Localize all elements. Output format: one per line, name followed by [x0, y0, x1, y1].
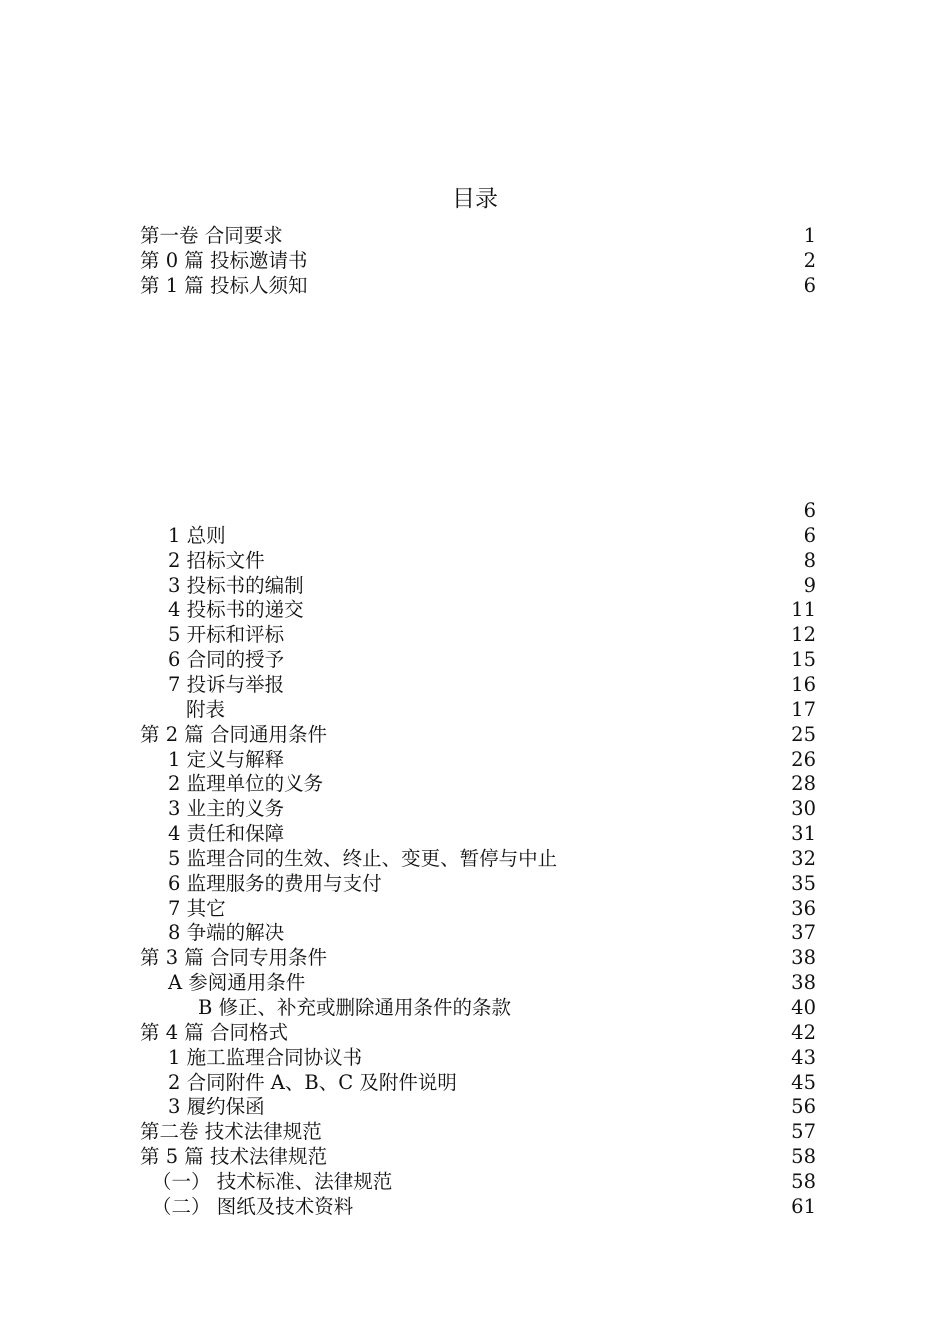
toc-entry-page: 6: [803, 499, 816, 522]
toc-entry-text: 第 5 篇 技术法律规范: [140, 1145, 328, 1169]
toc-entry-text: 第二卷 技术法律规范: [140, 1120, 322, 1144]
toc-entry-page: 17: [791, 697, 816, 721]
toc-entry-page: 25: [791, 722, 816, 746]
toc-entry[interactable]: [140, 921, 816, 946]
toc-entry-page: 43: [791, 1045, 816, 1069]
toc-entry-text: 3 履约保函: [168, 1095, 265, 1119]
toc-entry-page: 15: [791, 648, 816, 672]
toc-entry-text: 1 施工监理合同协议书: [168, 1045, 363, 1069]
toc-entry[interactable]: [140, 598, 816, 623]
toc-entry-page: 28: [791, 772, 816, 796]
toc-entry[interactable]: [140, 847, 816, 872]
toc-entry-page: 6: [803, 523, 816, 547]
toc-entry-text: 附表: [186, 697, 226, 721]
toc-entry[interactable]: [140, 648, 816, 673]
toc-entry[interactable]: [140, 1195, 816, 1220]
toc-entry-text: 1 定义与解释: [168, 747, 285, 771]
toc-entry-page: 42: [791, 1020, 816, 1044]
toc-entry-page: 31: [791, 822, 816, 846]
toc-entry[interactable]: [140, 872, 816, 897]
toc-entry-text: 2 监理单位的义务: [168, 772, 324, 796]
toc-entry-page: 37: [791, 921, 816, 945]
toc-entry-text: 2 合同附件 A、B、C 及附件说明: [168, 1070, 457, 1094]
toc-entry-text: 4 投标书的递交: [168, 598, 304, 622]
toc-entry-page: 30: [791, 797, 816, 821]
toc-entry-page: 8: [803, 548, 816, 572]
toc-entry[interactable]: [140, 748, 816, 773]
toc-entry-page: 1: [803, 224, 816, 247]
toc-entry[interactable]: [140, 897, 816, 922]
toc-entry-page: 58: [791, 1169, 816, 1193]
toc-entry[interactable]: [140, 1095, 816, 1120]
toc-entry-text: （一） 技术标准、法律规范: [152, 1169, 393, 1193]
toc-entry-text: 4 责任和保障: [168, 822, 285, 846]
toc-entry-page: 32: [791, 846, 816, 870]
toc-entry[interactable]: [140, 1145, 816, 1170]
toc-entry-text: 2 招标文件: [168, 548, 265, 572]
toc-entry[interactable]: [140, 499, 816, 524]
toc-entry-text: 第 4 篇 合同格式: [140, 1020, 289, 1044]
toc-entry-text: 8 争端的解决: [168, 921, 285, 945]
toc-entry[interactable]: [140, 623, 816, 648]
toc-entry[interactable]: [140, 698, 816, 723]
toc-entry[interactable]: [140, 946, 816, 971]
toc-entry-page: 16: [791, 672, 816, 696]
toc-entry-text: 7 投诉与举报: [168, 672, 285, 696]
toc-entry-text: （二） 图纸及技术资料: [152, 1194, 354, 1218]
toc-entry-page: 45: [791, 1070, 816, 1094]
toc-entry[interactable]: [140, 524, 816, 549]
toc-entry-page: 38: [791, 946, 816, 970]
toc-entry-text: 6 监理服务的费用与支付: [168, 871, 382, 895]
toc-entry-text: 3 投标书的编制: [168, 573, 304, 597]
toc-entry[interactable]: [140, 249, 816, 274]
toc-entry[interactable]: [140, 723, 816, 748]
toc-entry[interactable]: [140, 224, 816, 249]
toc-entry[interactable]: [140, 797, 816, 822]
toc-entry[interactable]: [140, 549, 816, 574]
toc-entry-text: 5 监理合同的生效、终止、变更、暂停与中止: [168, 846, 558, 870]
toc-entry-text: 3 业主的义务: [168, 797, 285, 821]
toc-entry-text: 5 开标和评标: [168, 623, 285, 647]
toc-entry-text: 7 其它: [168, 896, 226, 920]
toc-entry-page: 36: [791, 896, 816, 920]
toc-entry-text: 第 2 篇 合同通用条件: [140, 722, 328, 746]
toc-entry-text: 第 3 篇 合同专用条件: [140, 946, 328, 970]
toc-entry[interactable]: [140, 574, 816, 599]
toc-entry[interactable]: [140, 1071, 816, 1096]
toc-entry[interactable]: [140, 274, 816, 299]
toc-entry-page: 9: [803, 573, 816, 597]
toc-entry[interactable]: [140, 1170, 816, 1195]
toc-entry[interactable]: [140, 673, 816, 698]
toc-entry-page: 58: [791, 1145, 816, 1169]
toc-entry[interactable]: [140, 996, 816, 1021]
toc-entry-page: 6: [803, 274, 816, 297]
toc-entry-page: 40: [791, 996, 816, 1019]
toc-entry-page: 61: [791, 1194, 816, 1218]
toc-entry-page: 56: [791, 1095, 816, 1119]
toc-entry[interactable]: [140, 1021, 816, 1046]
toc-entry-page: 38: [791, 971, 816, 995]
toc-entry-page: 2: [803, 249, 816, 272]
toc-title: 目录: [452, 186, 498, 212]
toc-entry-text: 1 总则: [168, 523, 226, 547]
toc-entry-page: 57: [791, 1120, 816, 1144]
toc-entry[interactable]: [140, 1046, 816, 1071]
toc-entry-page: 12: [791, 623, 816, 647]
toc-entry-text: 第 0 篇 投标邀请书: [140, 249, 308, 272]
toc-entry-page: 26: [791, 747, 816, 771]
toc-entry[interactable]: [140, 822, 816, 847]
toc-entry[interactable]: [140, 971, 816, 996]
toc-entry-text: A 参阅通用条件: [168, 971, 306, 995]
toc-entry-page: 35: [791, 871, 816, 895]
toc-entry-text: 第一卷 合同要求: [140, 224, 283, 247]
toc-entry-text: 6 合同的授予: [168, 648, 285, 672]
toc-entry-text: 第 1 篇 投标人须知: [140, 274, 308, 297]
toc-entry[interactable]: [140, 772, 816, 797]
toc-entry-page: 11: [791, 598, 816, 622]
toc-entry-text: B 修正、补充或删除通用条件的条款: [198, 996, 512, 1019]
toc-entry[interactable]: [140, 1120, 816, 1145]
